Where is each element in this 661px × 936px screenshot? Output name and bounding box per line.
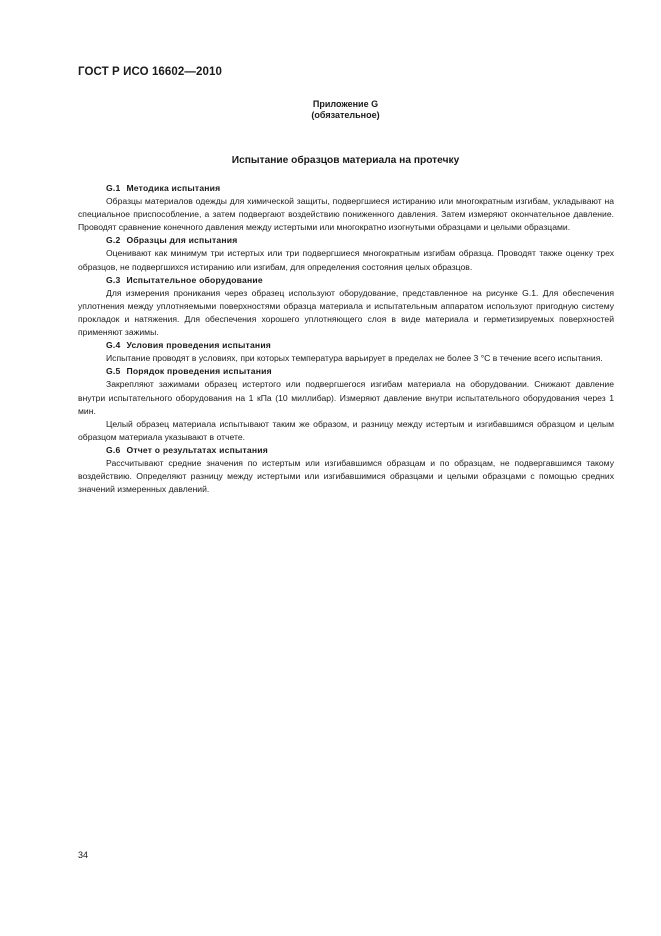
section-number: G.1 [106,183,121,193]
section-number: G.4 [106,340,121,351]
paragraph: Целый образец материала испытывают таким же образом, и разницу между истертым и изгибавшимся образцом и целым образцом материала указывают в отчете. [78,418,614,442]
section-heading [78,444,614,457]
section-title: Образцы для испытания [126,235,238,246]
section-title: Порядок проведения испытания [126,366,272,377]
paragraph: Закрепляют зажимами образец истертого или подвергшегося изгибам материала на оборудовании. Снижают давление внутри испытательного оборудования на 1 кПа (10 миллибар). Измеряют давление внутри испытательного оборудования через 1 мин. [78,379,614,416]
section-number: G.3 [106,274,121,285]
appendix-title: Испытание образцов материала на протечку [231,155,460,166]
page-number: 34 [78,850,89,860]
paragraph: Оценивают как минимум три истертых или три подвергшиеся многократным изгибам образца. Проводят также оценку трех образцов, не подвергшихся истиранию или изгибам, для определения состояния целых образцов. [78,248,614,272]
section-heading [78,234,614,247]
paragraph: Для измерения проникания через образец используют оборудование, представленное на рисунке G.1. Для обеспечения уплотнения между уплотняемыми поверхностями образца материала и испытательным аппаратом используют пригодную систему прокладок и натяжения. Для обеспечения хорошего уплотняющего слоя в виде материала и герметизируемых поверхностей применяют зажимы. [78,287,614,338]
section-number: G.5 [106,366,121,377]
paragraph: Испытание проводят в условиях, при которых температура варьирует в пределах не более 3 °C в течение всего испытания. [106,353,603,364]
appendix-heading [0,99,661,121]
paragraph: Рассчитывают средние значения по истертым или изгибавшимся образцам и по образцам, не подвергавшимся такому воздействию. Определяют разницу между истертыми или изгибавшимися образцами и целыми образцами с помощью средних значений измеренных давлений. [78,457,614,495]
standard-header: ГОСТ Р ИСО 16602—2010 [78,66,223,78]
section-heading [78,182,614,195]
section-heading [78,365,614,378]
paragraph: Образцы материалов одежды для химической защиты, подвергшиеся истиранию или многократным изгибам, укладывают на специальное приспособление, а затем подвергают воздействию пониженного давления. Затем измеряют окончательное давление. Проводят сравнение конечного давления между истертыми или многократно изогнутыми образцами и целыми образцами. [78,196,614,233]
section-title: Условия проведения испытания [126,340,272,351]
appendix-status: (обязательное) [311,110,380,120]
section-title: Методика испытания [126,183,221,193]
document-body [78,182,614,496]
section-title: Испытательное оборудование [126,274,263,285]
section-title: Отчет о результатах испытания [126,444,268,455]
appendix-label: Приложение G [312,99,379,109]
section-number: G.2 [106,235,121,246]
section-heading [78,339,614,352]
section-number: G.6 [106,444,121,455]
section-heading [78,274,614,287]
